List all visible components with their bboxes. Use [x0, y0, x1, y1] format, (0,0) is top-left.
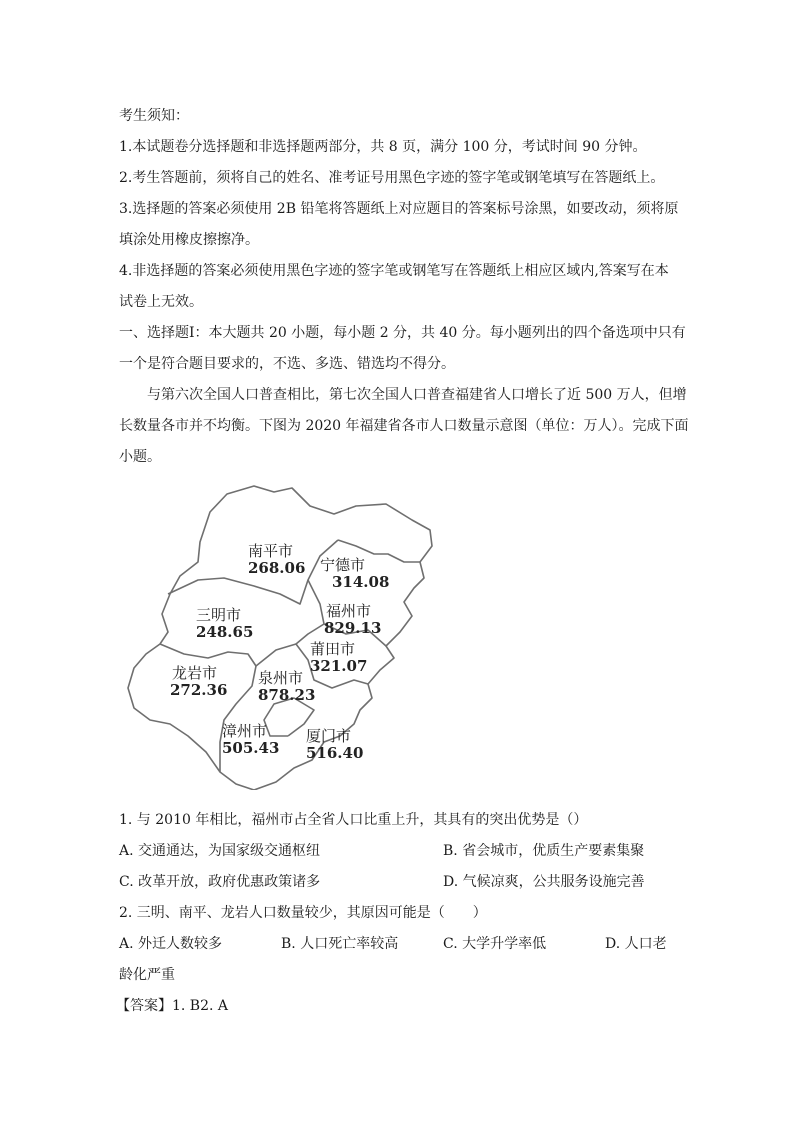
passage-line-2: 长数量各市并不均衡。下图为 2020 年福建省各市人口数量示意图（单位：万人）。完成下面	[119, 418, 689, 434]
border-sanming-fuzhou	[296, 580, 324, 644]
question-1-stem: 1. 与 2010 年相比，福州市占全省人口比重上升，其具有的突出优势是（）	[119, 812, 588, 828]
city-putian-name: 莆田市	[310, 640, 356, 658]
fujian-population-map	[124, 484, 434, 790]
passage-line-1: 与第六次全国人口普查相比，第七次全国人口普查福建省人口增长了近 500 万人，但增	[147, 387, 687, 403]
section-header-cont: 一个是符合题目要求的，不选、多选、错选均不得分。	[119, 356, 455, 372]
question-1-option-a: A. 交通通达，为国家级交通枢纽	[119, 843, 321, 859]
city-quanzhou-name: 泉州市	[258, 669, 304, 687]
notice-item-4: 4.非选择题的答案必须使用黑色字迹的签字笔或钢笔写在答题纸上相应区域内,答案写在本	[119, 263, 669, 279]
notice-item-2: 2.考生答题前，须将自己的姓名、准考证号用黑色字迹的签字笔或钢笔填写在答题纸上。	[119, 170, 665, 186]
city-xiamen-name: 厦门市	[306, 727, 352, 745]
question-2-option-d-cont: 龄化严重	[119, 967, 175, 983]
notice-item-3: 3.选择题的答案必须使用 2B 铅笔将答题纸上对应题目的答案标号涂黑，如要改动，须将原	[119, 201, 679, 217]
answer-line	[116, 996, 228, 1016]
question-1-option-b: B. 省会城市，优质生产要素集聚	[443, 843, 645, 859]
notice-item-4-cont: 试卷上无效。	[119, 294, 203, 310]
province-outline	[128, 486, 432, 790]
section-header: 一、选择题Ⅰ：本大题共 20 小题，每小题 2 分，共 40 分。每小题列出的四个备选项中只有	[119, 325, 686, 341]
question-2-stem: 2. 三明、南平、龙岩人口数量较少，其原因可能是（ ）	[119, 905, 487, 921]
city-zhangzhou-value: 505.43	[222, 739, 280, 757]
city-zhangzhou-name: 漳州市	[222, 722, 268, 740]
question-2-option-b: B. 人口死亡率较高	[281, 936, 399, 952]
city-fuzhou-name: 福州市	[326, 602, 372, 620]
question-2-option-a: A. 外迁人数较多	[119, 936, 223, 952]
question-1-option-c: C. 改革开放，政府优惠政策诸多	[119, 874, 321, 890]
border-sanming-longyan	[160, 644, 256, 666]
passage-line-3: 小题。	[119, 449, 161, 465]
answer-text: 1. B2. A	[172, 998, 229, 1014]
question-2-option-d: D. 人口老	[605, 936, 667, 952]
question-2-option-c: C. 大学升学率低	[443, 936, 547, 952]
notice-title: 考生须知：	[119, 108, 189, 124]
city-longyan-value: 272.36	[170, 681, 228, 699]
city-xiamen-value: 516.40	[306, 744, 364, 762]
city-nanping-name: 南平市	[248, 542, 294, 560]
city-ningde-value: 314.08	[332, 573, 390, 591]
city-sanming-name: 三明市	[196, 606, 242, 624]
city-fuzhou-value: 829.13	[324, 619, 382, 637]
question-1-option-d: D. 气候凉爽，公共服务设施完善	[443, 874, 645, 890]
notice-item-1: 1.本试题卷分选择题和非选择题两部分，共 8 页，满分 100 分，考试时间 90 分钟。	[119, 139, 647, 155]
city-ningde-name: 宁德市	[320, 556, 366, 574]
answer-tag: 【答案】	[116, 998, 172, 1014]
city-nanping-value: 268.06	[248, 559, 306, 577]
city-longyan-name: 龙岩市	[172, 664, 218, 682]
city-putian-value: 321.07	[310, 657, 368, 675]
city-sanming-value: 248.65	[196, 623, 254, 641]
notice-item-3-cont: 填涂处用橡皮擦擦净。	[119, 232, 259, 248]
city-quanzhou-value: 878.23	[258, 686, 316, 704]
